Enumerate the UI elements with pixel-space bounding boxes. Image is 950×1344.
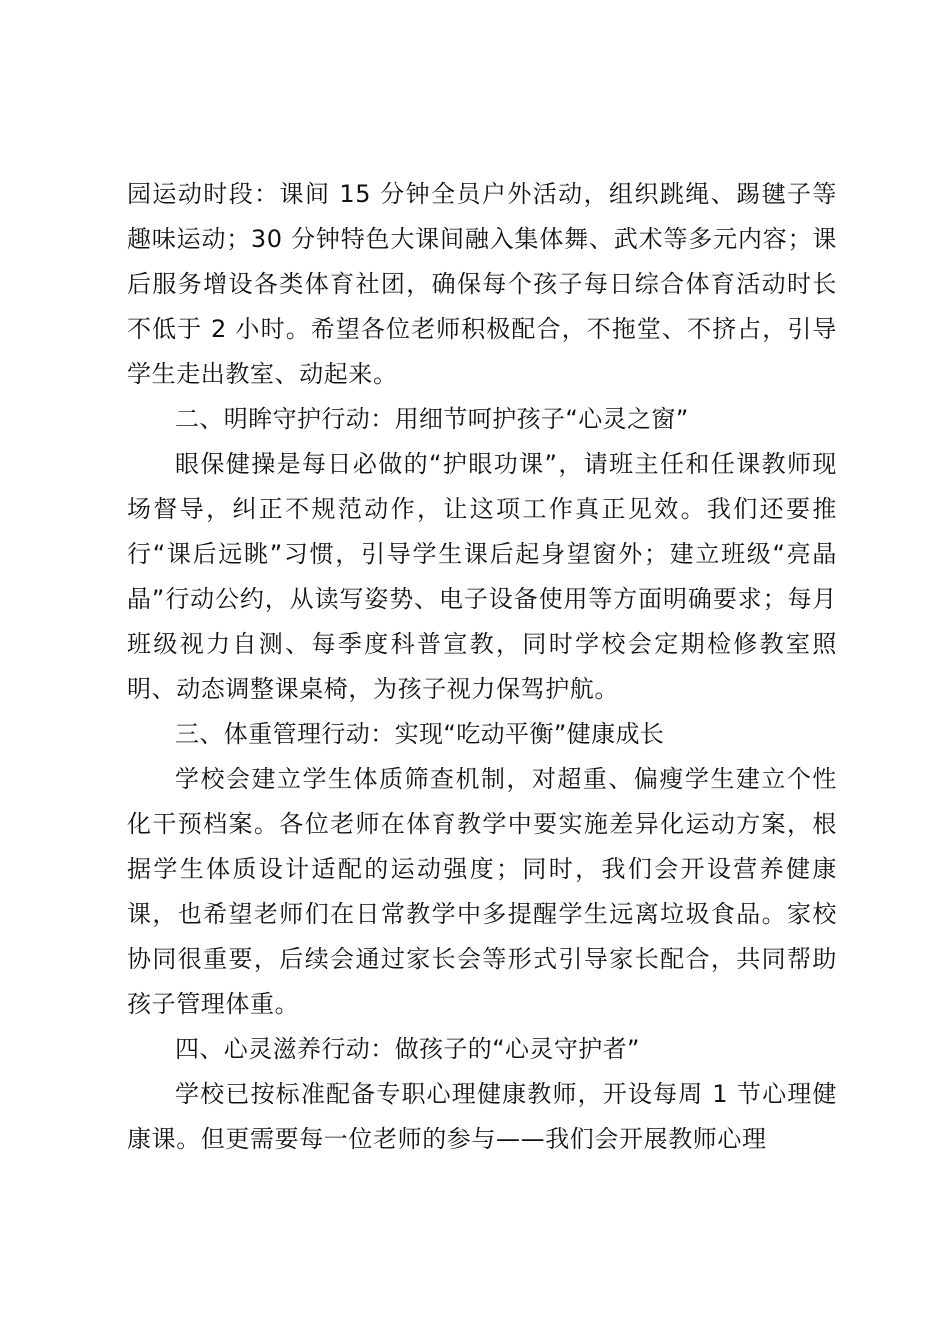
section-heading-3: 三、体重管理行动：实现“吃动平衡”健康成长 [175,720,665,748]
paragraph-continued: 园运动时段：课间 15 分钟全员户外活动，组织跳绳、踢毽子等趣味运动；30 分钟特色大课间融入集体舞、武术等多元内容；课后服务增设各类体育社团，确保每个孩子每日综合体育活动时长不低于 2 小时。希望各位老师积极配合，不拖堂、不挤占，引导学生走出教室、动起来。 [127,180,837,388]
section-heading-2: 二、明眸守护行动：用细节呵护孩子“心灵之窗” [175,405,689,433]
document-body [127,172,837,1162]
paragraph-3: 学校会建立学生体质筛查机制，对超重、偏瘦学生建立个性化干预档案。各位老师在体育教学中要实施差异化运动方案，根据学生体质设计适配的运动强度；同时，我们会开设营养健康课，也希望老师们在日常教学中多提醒学生远离垃圾食品。家校协同很重要，后续会通过家长会等形式引导家长配合，共同帮助孩子管理体重。 [127,765,837,1018]
paragraph-2: 眼保健操是每日必做的“护眼功课”，请班主任和任课教师现场督导，纠正不规范动作，让这项工作真正见效。我们还要推行“课后远眺”习惯，引导学生课后起身望窗外；建立班级“亮晶晶”行动公约，从读写姿势、电子设备使用等方面明确要求；每月班级视力自测、每季度科普宣教，同时学校会定期检修教室照明、动态调整课桌椅，为孩子视力保驾护航。 [127,450,837,703]
section-heading-4: 四、心灵滋养行动：做孩子的“心灵守护者” [175,1035,640,1063]
paragraph-4: 学校已按标准配备专职心理健康教师，开设每周 1 节心理健康课。但更需要每一位老师的参与——我们会开展教师心理 [127,1080,837,1153]
